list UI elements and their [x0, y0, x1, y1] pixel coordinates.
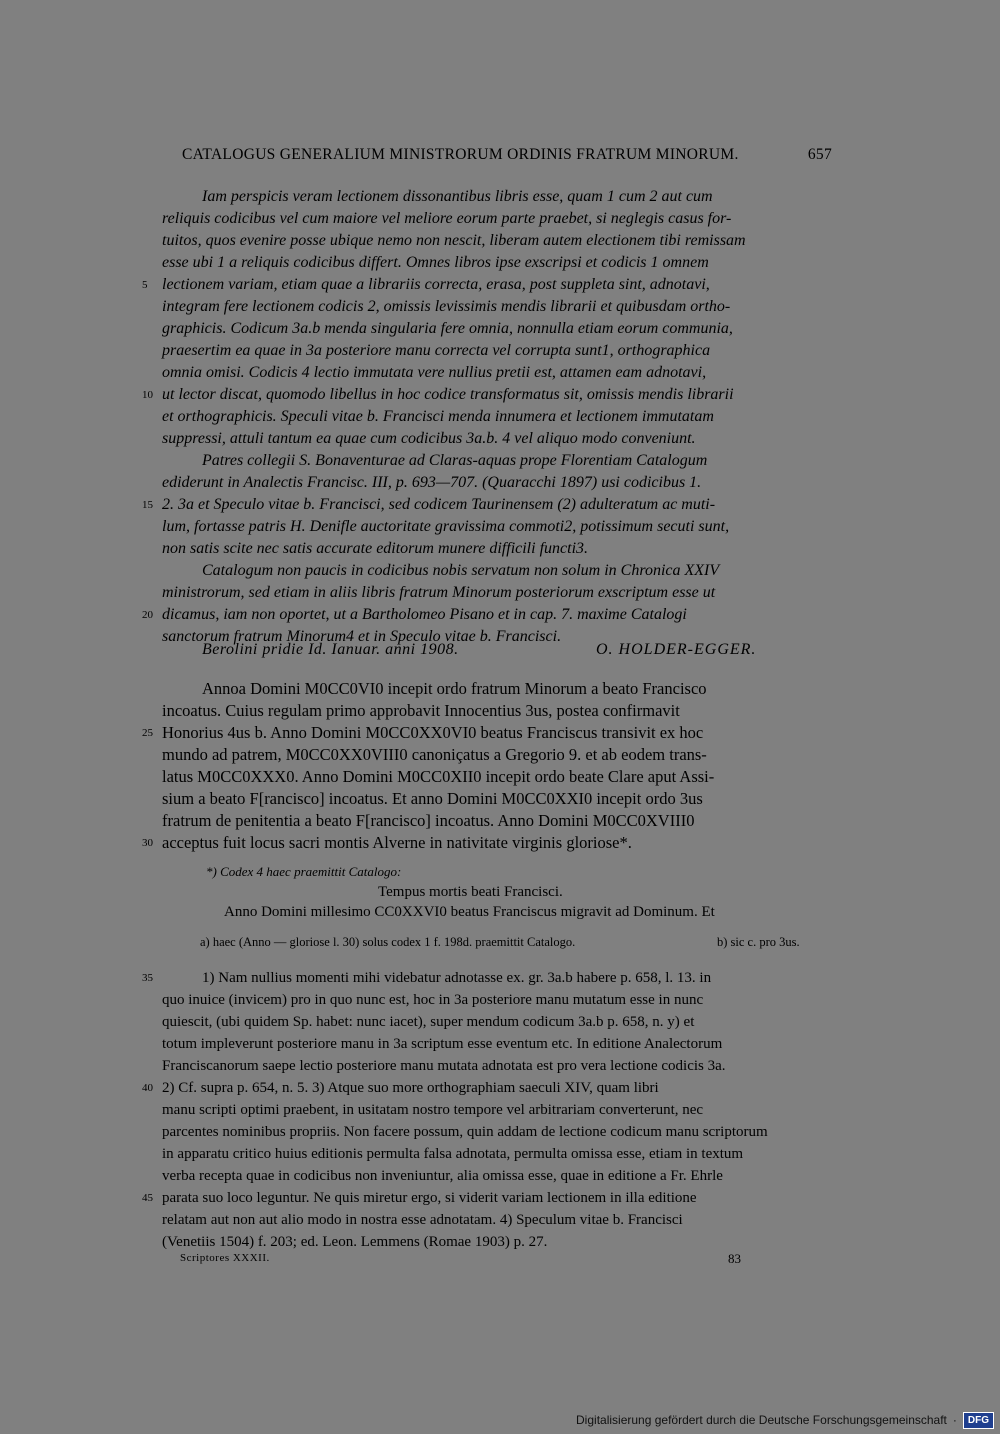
line-number: 30 [142, 837, 153, 849]
text-line [162, 296, 832, 318]
text-line [162, 450, 832, 472]
text-line [162, 678, 832, 700]
apparatus-b: b) sic c. pro 3us. [717, 935, 800, 949]
line-text: dicamus, iam non oportet, ut a Bartholomeo Pisano et in cap. 7. maxime Catalogi [162, 606, 687, 623]
line-text: Catalogum non paucis in codicibus nobis servatum non solum in Chronica XXIV [202, 562, 720, 579]
line-text: quiescit, (ubi quidem Sp. habet: nunc iacet), super mendum codicum 3a.b p. 658, n. y) et [162, 1014, 695, 1030]
text-line [162, 318, 832, 340]
signature-author: O. HOLDER-EGGER. [596, 641, 757, 658]
text-line [142, 384, 832, 406]
text-line [162, 472, 832, 494]
dfg-logo: DFG [963, 1412, 994, 1429]
text-line [162, 230, 832, 252]
signature-line [202, 641, 802, 659]
text-line [162, 428, 832, 450]
line-text: Iam perspicis veram lectionem dissonantibus libris esse, quam 1 cum 2 aut cum [202, 188, 713, 205]
text-line [142, 274, 832, 296]
line-text: Honorius 4us b. Anno Domini M0CC0XX0VI0 beatus Franciscus transivit ex hoc [162, 723, 704, 742]
funding-note: Digitalisierung gefördert durch die Deutsche Forschungsgemeinschaft [576, 1413, 947, 1427]
line-number: 5 [142, 279, 148, 291]
line-number: 40 [142, 1082, 153, 1094]
line-text: graphicis. Codicum 3a.b menda singularia fere omnia, nonnulla etiam eorum communia, [162, 320, 733, 337]
series-label: Scriptores XXXII. [180, 1252, 270, 1264]
page-number: 657 [807, 146, 832, 163]
star-note-heading: Tempus mortis beati Francisci. [378, 884, 563, 900]
line-text: non satis scite nec satis accurate editorum munere difficili functi3. [162, 540, 589, 557]
line-text: totum impleverunt posteriore manu in 3a scriptum esse eventum etc. In editione Analectorum [162, 1036, 723, 1052]
line-text: integram fere lectionem codicis 2, omissis levissimis mendis librarii et quibusdam ortho- [162, 298, 731, 315]
catalogue-text [142, 678, 832, 854]
text-line [162, 1143, 832, 1165]
text-line [162, 252, 832, 274]
line-text: Patres collegii S. Bonaventurae ad Claras-aquas prope Florentiam Catalogum [202, 452, 708, 469]
text-line [162, 788, 832, 810]
line-text: acceptus fuit locus sacri montis Alverne in nativitate virginis gloriose*. [162, 833, 632, 852]
star-note-text: Anno Domini millesimo CC0XXVI0 beatus Franciscus migravit ad Dominum. Et [224, 904, 715, 920]
text-line [162, 1121, 832, 1143]
line-text: incoatus. Cuius regulam primo approbavit Innocentius 3us, postea confirmavit [162, 701, 680, 720]
line-text: ediderunt in Analectis Francisc. III, p. 693—707. (Quaracchi 1897) usi codicibus 1. [162, 474, 702, 491]
line-number: 25 [142, 727, 153, 739]
line-text: latus M0CC0XXX0. Anno Domini M0CC0XII0 incepit ordo beate Clare aput Assi- [162, 767, 715, 786]
text-line [162, 340, 832, 362]
text-line [142, 494, 832, 516]
funding-banner [576, 1410, 994, 1430]
signature-mark: 83 [728, 1251, 741, 1266]
line-text: parcentes nominibus propriis. Non facere possum, quin addam de lectione codicum manu scriptorum [162, 1124, 768, 1140]
star-note [206, 862, 836, 922]
text-line [162, 1209, 832, 1231]
text-line [142, 722, 832, 744]
line-text: manu scripti optimi praebent, in usitatam nostro tempore vel arbitrariam converterunt, nec [162, 1102, 704, 1118]
line-number: 10 [142, 389, 153, 401]
signature-place-date: Berolini pridie Id. Ianuar. anni 1908. [202, 641, 459, 658]
running-head-title: CATALOGUS GENERALIUM MINISTRORUM ORDINIS FRATRUM MINORUM. [182, 146, 739, 163]
text-line [162, 406, 832, 428]
line-text: in apparatu critico huius editionis permulta falsa adnotata, permulta omissa esse, etiam in textum [162, 1146, 744, 1162]
line-text: tuitos, quos evenire posse ubique nemo non nescit, liberam autem electionem tibi remissam [162, 232, 746, 249]
line-text: esse ubi 1 a reliquis codicibus differt. Omnes libros ipse exscripsi et codicis 1 omnem [162, 254, 709, 271]
apparatus-a: a) haec (Anno — gloriose l. 30) solus codex 1 f. 198d. praemittit Catalogo. [200, 935, 576, 949]
text-line [162, 516, 832, 538]
line-text: et orthographicis. Speculi vitae b. Francisci menda innumera et lectionem immutatam [162, 408, 714, 425]
star-note-intro: *) Codex 4 haec praemittit Catalogo: [206, 864, 402, 879]
line-text: verba recepta quae in codicibus non inveniuntur, alia omissa esse, quae in editione a Fr. Ehrle [162, 1168, 723, 1184]
text-line [162, 744, 832, 766]
line-text: fratrum de penitentia a beato F[rancisco] incoatus. Anno Domini M0CC0XVIII0 [162, 811, 695, 830]
line-text: omnia omisi. Codicis 4 lectio immutata vere nullius pretii est, attamen eam adnotavi, [162, 364, 707, 381]
line-text: (Venetiis 1504) f. 203; ed. Leon. Lemmens (Romae 1903) p. 27. [162, 1234, 548, 1250]
line-text: quo inuice (invicem) pro in quo nunc est, hoc in 3a posteriore manu mutatum esse in nunc [162, 992, 704, 1008]
line-text: relatam aut non aut alio modo in nostra esse adnotatam. 4) Speculum vitae b. Francisci [162, 1212, 683, 1228]
text-line [162, 560, 832, 582]
line-text: Franciscanorum saepe lectio posteriore manu mutata adnotata est pro vera lectione codicis 3a. [162, 1058, 726, 1074]
line-text: lectionem variam, etiam quae a librariis correcta, erasa, post suppleta sint, adnotavi, [162, 276, 710, 293]
text-line [162, 538, 832, 560]
text-line [162, 1033, 832, 1055]
text-line [162, 1099, 832, 1121]
line-text: 1) Nam nullius momenti mihi videbatur adnotasse ex. gr. 3a.b habere p. 658, l. 13. in [202, 970, 712, 986]
line-text: ut lector discat, quomodo libellus in hoc codice transformatus sit, omissis mendis librarii [162, 386, 734, 403]
text-line [142, 1077, 832, 1099]
line-text: Annoa Domini M0CC0VI0 incepit ordo fratrum Minorum a beato Francisco [202, 679, 707, 698]
text-line [162, 1231, 832, 1253]
text-line [162, 1055, 832, 1077]
running-head [182, 146, 832, 164]
line-text: sanctorum fratrum Minorum4 et in Speculo vitae b. Francisci. [162, 628, 562, 645]
line-number: 20 [142, 609, 153, 621]
text-line [162, 766, 832, 788]
text-line [162, 362, 832, 384]
text-line [162, 186, 832, 208]
text-line [142, 832, 832, 854]
line-text: parata suo loco leguntur. Ne quis miretur ergo, si viderit variam lectionem in illa editione [162, 1190, 697, 1206]
line-text: lum, fortasse patris H. Denifle auctoritate gravissima commoti2, potissimum secuti sunt, [162, 518, 730, 535]
text-line [142, 1187, 832, 1209]
line-text: sium a beato F[rancisco] incoatus. Et anno Domini M0CC0XXI0 incepit ordo 3us [162, 789, 703, 808]
text-line [162, 1165, 832, 1187]
line-text: reliquis codicibus vel cum maiore vel meliore eorum parte praebet, si neglegis casus for- [162, 210, 732, 227]
line-text: ministrorum, sed etiam in aliis libris fratrum Minorum posteriorum exscriptum esse ut [162, 584, 716, 601]
line-number: 35 [142, 972, 153, 984]
critical-apparatus [200, 935, 840, 950]
line-text: mundo ad patrem, M0CC0XX0VIII0 canoniçatus a Gregorio 9. et ab eodem trans- [162, 745, 707, 764]
line-text: 2) Cf. supra p. 654, n. 5. 3) Atque suo more orthographiam saeculi XIV, quam libri [162, 1080, 659, 1096]
line-text: suppressi, attuli tantum ea quae cum codicibus 3a.b. 4 vel aliquo modo conveniunt. [162, 430, 696, 447]
text-line [162, 989, 832, 1011]
text-line [162, 1011, 832, 1033]
text-line [162, 700, 832, 722]
line-number: 15 [142, 499, 153, 511]
text-line [142, 604, 832, 626]
line-text: praesertim ea quae in 3a posteriore manu correcta vel corrupta sunt1, orthographica [162, 342, 711, 359]
text-line [162, 208, 832, 230]
text-line [162, 810, 832, 832]
preface-text [142, 186, 832, 648]
text-line [162, 582, 832, 604]
separator: · [952, 1413, 957, 1427]
line-text: 2. 3a et Speculo vitae b. Francisci, sed codicem Taurinensem (2) adulteratum ac muti- [162, 496, 716, 513]
text-line [142, 967, 832, 989]
footnotes [142, 967, 832, 1253]
line-number: 45 [142, 1192, 153, 1204]
